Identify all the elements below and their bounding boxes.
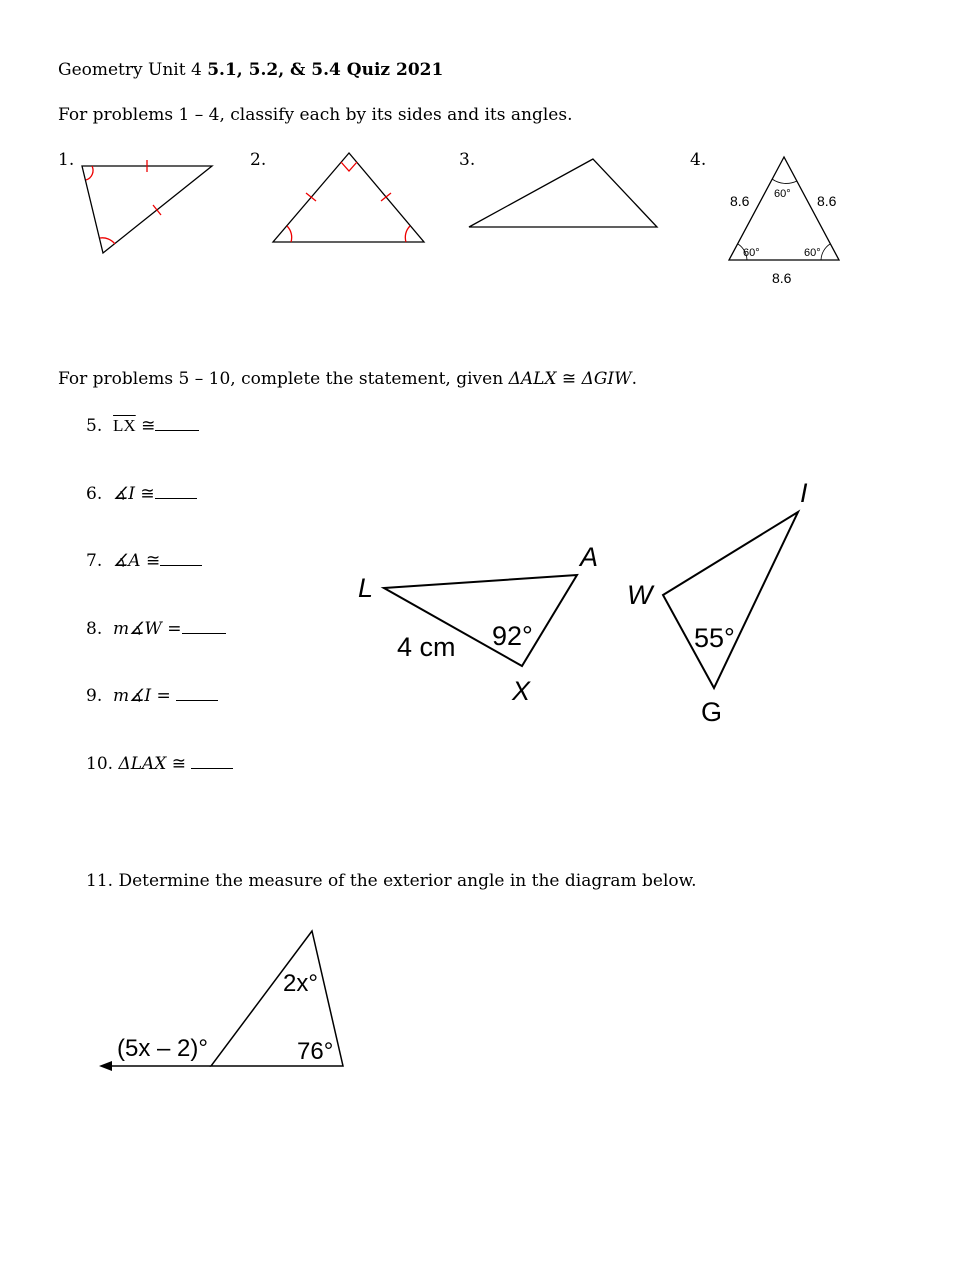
question-number: 6.	[86, 484, 103, 504]
vertex-label-I: I	[800, 478, 808, 508]
question-relation: ≅	[135, 484, 155, 504]
question-number: 10.	[86, 754, 114, 774]
vertex-label-G: G	[701, 697, 723, 727]
question-term: $\overline{LX}$	[113, 416, 136, 435]
angle-top-label: 2x°	[283, 970, 318, 997]
angle-W-label: 55°	[694, 623, 735, 653]
vertex-label-A: A	[580, 542, 599, 572]
problem-number-2: 2.	[250, 150, 267, 170]
question-11: 11. Determine the measure of the exterior angle in the diagram below.	[86, 871, 697, 891]
problem-number-4: 4.	[690, 150, 707, 170]
congruent-symbol: ≅	[556, 369, 582, 389]
side-left-label: 8.6	[730, 193, 750, 209]
question-term: ΔLAX	[118, 754, 167, 774]
question-number: 7.	[86, 551, 103, 571]
question-number: 5.	[86, 416, 103, 436]
problem-number-3: 3.	[459, 150, 476, 170]
question-term: m∡W	[113, 619, 162, 639]
question-number: 8.	[86, 619, 103, 639]
instruction-1-4: For problems 1 – 4, classify each by its sides and its angles.	[58, 105, 573, 125]
question-number: 9.	[86, 686, 103, 706]
vertex-label-X: X	[512, 676, 531, 706]
question-relation: ≅	[135, 416, 156, 436]
arrow-head-icon	[99, 1061, 112, 1071]
question-relation: ≅	[166, 754, 187, 774]
title-bold: 5.1, 5.2, & 5.4 Quiz 2021	[207, 60, 444, 80]
question-relation: =	[151, 686, 171, 706]
side-LX-label: 4 cm	[397, 632, 456, 662]
question-relation: ≅	[140, 551, 161, 571]
problem-number-1: 1.	[58, 150, 75, 170]
title-plain: Geometry Unit 4	[58, 60, 208, 80]
angle-right-label: 76°	[297, 1038, 334, 1065]
given-right: ΔGIW	[581, 369, 632, 389]
exterior-angle-label: (5x – 2)°	[117, 1035, 208, 1062]
angle-left-label: 60°	[743, 247, 760, 259]
side-right-label: 8.6	[817, 193, 837, 209]
side-bottom-label: 8.6	[772, 270, 792, 286]
vertex-label-W: W	[627, 580, 653, 610]
given-left: ΔALX	[508, 369, 557, 389]
question-term: ∡A	[113, 551, 141, 571]
vertex-label-L: L	[358, 573, 374, 603]
question-term: m∡I	[113, 686, 152, 706]
instruction-prefix: For problems 5 – 10, complete the statement, given	[58, 369, 509, 389]
question-relation: =	[161, 619, 182, 639]
angle-top-label: 60°	[774, 188, 791, 200]
question-term: ∡I	[113, 484, 136, 504]
instruction-suffix: .	[631, 369, 638, 389]
angle-right-label: 60°	[804, 247, 821, 259]
angle-X-label: 92°	[492, 621, 533, 651]
